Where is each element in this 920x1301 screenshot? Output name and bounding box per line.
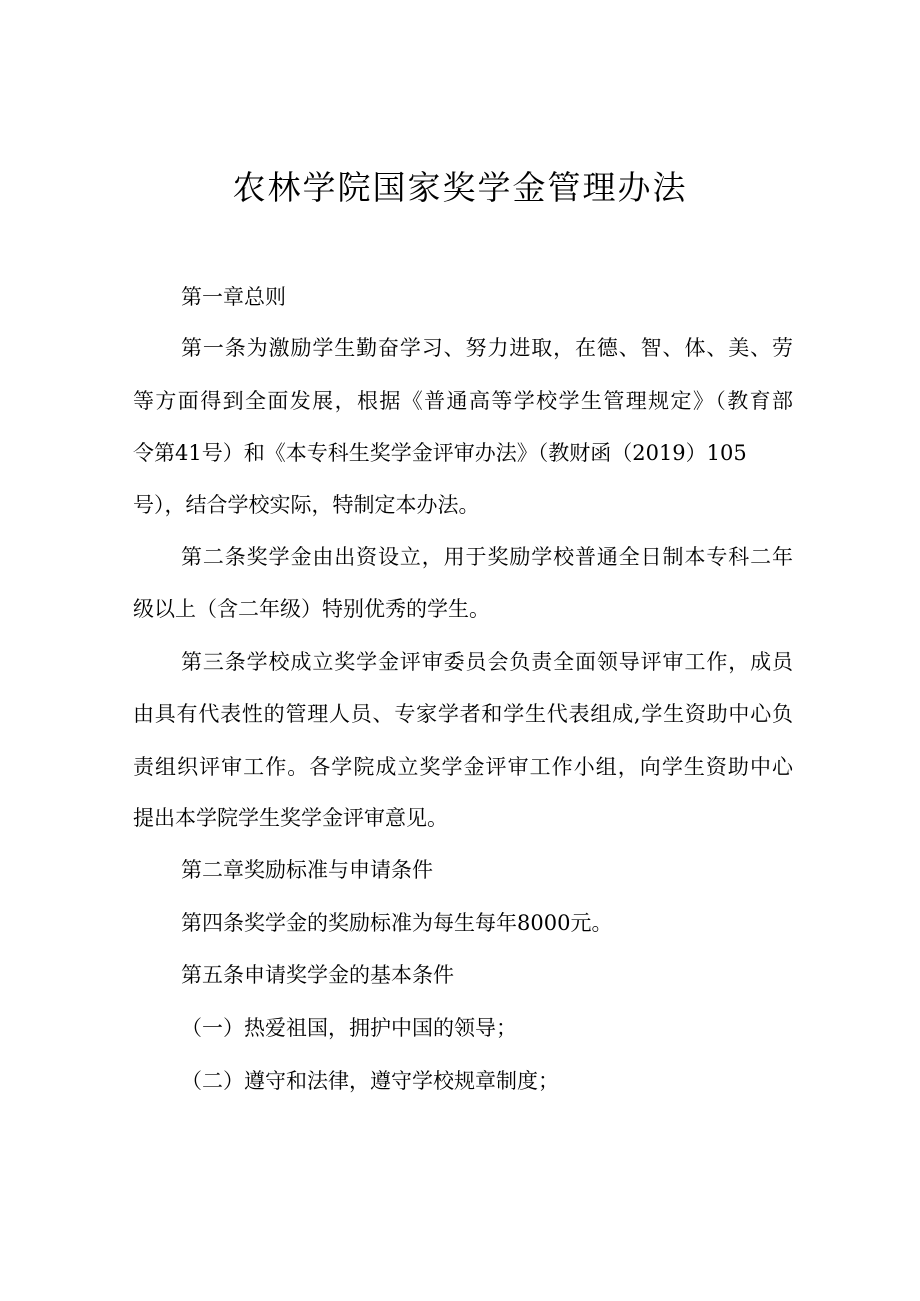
article-3-line-1: 第三条学校成立奖学金评审委员会负责全面领导评审工作，成员 [181, 650, 793, 674]
article-3-line-2: 由具有代表性的管理人员、专家学者和学生代表组成,学生资助中心负 [133, 702, 793, 726]
document-title: 农林学院国家奖学金管理办法 [232, 168, 688, 207]
article-5: 第五条申请奖学金的基本条件 [181, 963, 454, 987]
chapter-1-heading: 第一章总则 [181, 285, 286, 309]
article-2-line-2: 级以上（含二年级）特别优秀的学生。 [133, 597, 490, 621]
chapter-2-heading: 第二章奖励标准与申请条件 [181, 858, 433, 882]
article-2-line-1: 第二条奖学金由出资设立，用于奖励学校普通全日制本专科二年 [181, 545, 793, 569]
article-1-line-3: 令第41号）和《本专科生奖学金评审办法》（教财函（2019）105 [133, 441, 747, 465]
condition-1: （一）热爱祖国，拥护中国的领导； [181, 1016, 517, 1040]
condition-2: （二）遵守和法律，遵守学校规章制度； [181, 1069, 559, 1093]
article-1-line-4: 号），结合学校实际，特制定本办法。 [133, 493, 480, 517]
article-4: 第四条奖学金的奖励标准为每生每年8000元。 [181, 911, 613, 935]
article-1-line-1: 第一条为激励学生勤奋学习、努力进取，在德、智、体、美、劳 [181, 336, 793, 360]
article-3-line-3: 责组织评审工作。各学院成立奖学金评审工作小组，向学生资助中心 [133, 755, 793, 779]
article-1-line-2: 等方面得到全面发展，根据《普通高等学校学生管理规定》（教育部 [133, 389, 793, 413]
article-3-line-4: 提出本学院学生奖学金评审意见。 [133, 806, 448, 830]
